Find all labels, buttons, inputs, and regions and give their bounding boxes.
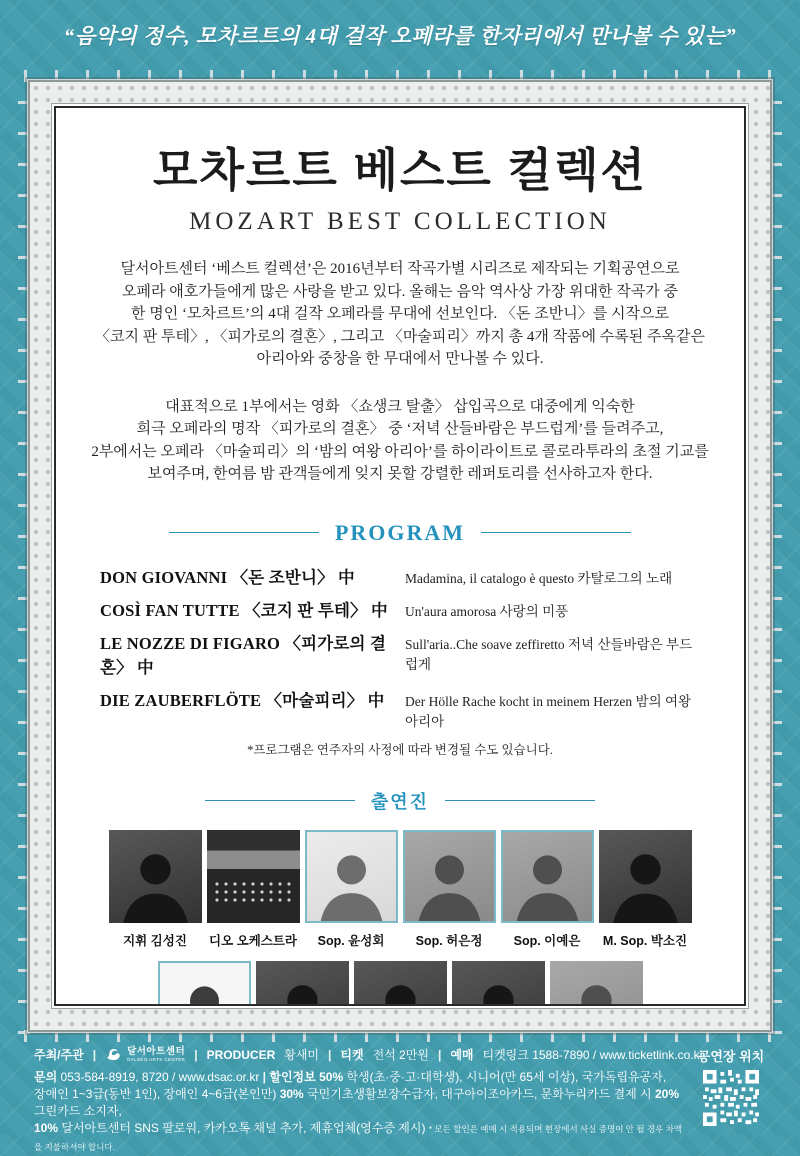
organizer-name-en: DALSEO ARTS CENTER [127,1057,186,1062]
cast-heading: 출연진 [370,791,430,812]
program-piece: Der Hölle Rache kocht in meinem Herzen 밤의 여왕 아리아 [405,693,692,729]
cast-photo [403,830,496,923]
separator: | [437,1047,442,1062]
person-silhouette-icon [354,967,447,1007]
discount-label: 할인정보 [269,1070,316,1084]
program-heading: PROGRAM [334,519,466,545]
cast-photo [501,830,594,923]
header-rule-right [481,532,631,534]
person-silhouette-icon [405,838,494,923]
cast-row-1 [82,830,718,949]
person-silhouette-icon [599,836,692,923]
discount-disabled-text: 장애인 1~3급(동반 1인), 장애인 4~6급(본인만) [34,1087,277,1101]
program-row [100,597,700,621]
cast-member [550,961,643,1007]
footer-details [34,1069,684,1156]
cast-member [501,830,594,949]
cast-member [158,961,251,1007]
cast-photo [109,830,202,923]
cast-photo [354,961,447,1007]
footer-disclaimer: * 모든 할인은 예매 시 적용되며 현장에서 사실 증명이 안 될 경우 차액을 지불하셔야 합니다. [34,1124,683,1152]
ticket-label: 티켓 [340,1048,364,1062]
poster-title: 모차르트 베스트 컬렉션 [153,144,647,196]
intro-line: 한 명인 ‘모차르트’의 4대 걸작 오페라를 무대에 선보인다. 〈돈 조반니〉를 시작으로 [131,306,669,322]
booking-info: 티켓링크 1588-7890 / www.ticketlink.co.kr [482,1048,704,1062]
intro-line: 오페라 애호가들에게 많은 사랑을 받고 있다. 올해는 음악 역사상 가장 위대한 작곡가 중 [122,283,678,300]
discount-10-label: 10% [34,1121,59,1135]
intro-line: 대표적으로 1부에서는 영화 〈쇼생크 탈출〉 삽입곡으로 대중에게 익숙한 [165,398,635,415]
hosted-label: 주최/주관 [34,1048,84,1062]
discount-10-text: 달서아트센터 SNS 팔로워, 카카오톡 채널 추가, 제휴업체(영수증 제시) [61,1121,426,1135]
header-rule-left [205,800,355,802]
cast-member [354,961,447,1007]
intro-paragraph-1 [82,258,718,371]
program-row [100,564,700,588]
cast-name: M. Sop. 박소진 [602,933,688,948]
program-note: *프로그램은 연주자의 사정에 따라 변경될 수도 있습니다. [247,742,553,757]
header-rule-right [445,800,595,802]
cast-member [599,830,692,949]
separator: | [194,1047,198,1062]
cast-photo [158,961,251,1007]
program-work: LE NOZZE DI FIGARO 〈피가로의 결혼〉 中 [100,633,387,677]
venue-label: 공연장 위치 [697,1049,765,1064]
cast-member [452,961,545,1007]
program-row [100,687,700,730]
cast-name: Sop. 윤성회 [317,933,385,948]
cast-photo [452,961,545,1007]
producer-label: PRODUCER [206,1047,276,1062]
cast-name: Sop. 허은정 [415,933,483,948]
discount-30-text: 국민기초생활보장수급자, 대구아이조아카드, 문화누리카드 결제 시 [307,1087,652,1101]
person-silhouette-icon [452,967,545,1007]
poster-content [54,106,746,1006]
discount-50-label: 50% [319,1070,344,1084]
discount-20-label: 20% [655,1087,680,1101]
organizer-name [127,1047,185,1063]
qr-code [703,1070,759,1126]
cast-photo [256,961,349,1007]
intro-paragraph-2 [82,396,718,486]
intro-line: 아리아와 중창을 한 무대에서 만나볼 수 있다. [256,351,544,367]
ticket-price: 전석 2만원 [372,1048,429,1062]
tagline: “음악의 정수, 모차르트의 4대 걸작 오페라를 한자리에서 만나볼 수 있는” [63,24,737,48]
cast-photo [305,830,398,923]
program-section-header [82,520,718,546]
person-silhouette-icon [256,967,349,1007]
orchestra-photo [207,830,300,923]
cast-name: 디오 오케스트라 [209,933,297,948]
program-piece: Sull'aria..Che soave zeffiretto 저녁 산들바람은 부드럽게 [405,636,693,672]
intro-line: 희극 오페라의 명작 〈피가로의 결혼〉 중 ‘저녁 산들바람은 부드럽게’를 들려주고, [136,421,664,437]
program-work: DON GIOVANNI 〈돈 조반니〉 中 [100,567,355,587]
cast-photo [599,830,692,923]
intro-line: 달서아트센터 ‘베스트 컬렉션’은 2016년부터 작곡가별 시리즈로 제작되는 기획공연으로 [120,261,680,277]
swan-logo-icon [105,1047,122,1062]
intro-line: 〈코지 판 투테〉, 〈피가로의 결혼〉, 그리고 〈마술피리〉까지 총 4개 작품에 수록된 주옥같은 [95,328,705,345]
discount-30-label: 30% [279,1087,304,1101]
discount-50-text: 학생(초·중·고·대학생), 시니어(만 65세 이상), 국가독립유공자, [346,1070,667,1084]
booking-label: 예매 [450,1048,474,1062]
header-rule-left [169,532,319,534]
person-silhouette-icon [160,969,249,1007]
inquiry-info: 053-584-8919, 8720 / www.dsac.or.kr [60,1070,260,1084]
cast-member [109,830,202,949]
producer-name: 황새미 [284,1048,320,1062]
program-work: DIE ZAUBERFLÖTE 〈마술피리〉 中 [100,690,385,710]
cast-section-header [82,788,718,814]
program-piece: Un'aura amorosa 사랑의 미풍 [405,603,569,619]
program-piece: Madamina, il catalogo è questo 카탈로그의 노래 [405,570,673,586]
inquiry-label: 문의 [34,1070,58,1084]
program-list [100,564,700,758]
intro-line: 보여주며, 한여름 밤 관객들에게 잊지 못할 강렬한 레퍼토리를 선사하고자 한다. [147,466,653,482]
program-work: COSÌ FAN TUTTE 〈코지 판 투테〉 中 [100,600,388,620]
cast-photo [550,961,643,1007]
venue-location [696,1046,766,1129]
cast-member [256,961,349,1007]
intro-line: 2부에서는 오페라 〈마술피리〉의 ‘밤의 여왕 아리아’를 하이라이트로 콜로라투라의 초절 기교를 [91,443,709,460]
organizer-name-kr: 달서아트센터 [127,1045,186,1057]
poster-subtitle: MOZART BEST COLLECTION [189,208,611,235]
discount-20-text: 그린카드 소지자, [34,1104,122,1118]
footer [0,1042,800,1152]
person-silhouette-icon [503,838,592,923]
cast-member [403,830,496,949]
separator: | [262,1070,267,1084]
cast-name: Sop. 이예은 [513,933,581,948]
program-row [100,630,700,678]
ornate-frame [28,80,772,1032]
separator: | [328,1047,332,1062]
separator: | [92,1047,97,1062]
organizer-logo [105,1047,185,1063]
cast-name: 지휘 김성진 [123,933,187,948]
cast-member [207,830,300,949]
cast-member [305,830,398,949]
footer-line-1 [34,1046,766,1063]
person-silhouette-icon [307,838,396,923]
cast-row-2 [82,961,718,1007]
person-silhouette-icon [550,967,643,1007]
person-silhouette-icon [109,836,202,923]
